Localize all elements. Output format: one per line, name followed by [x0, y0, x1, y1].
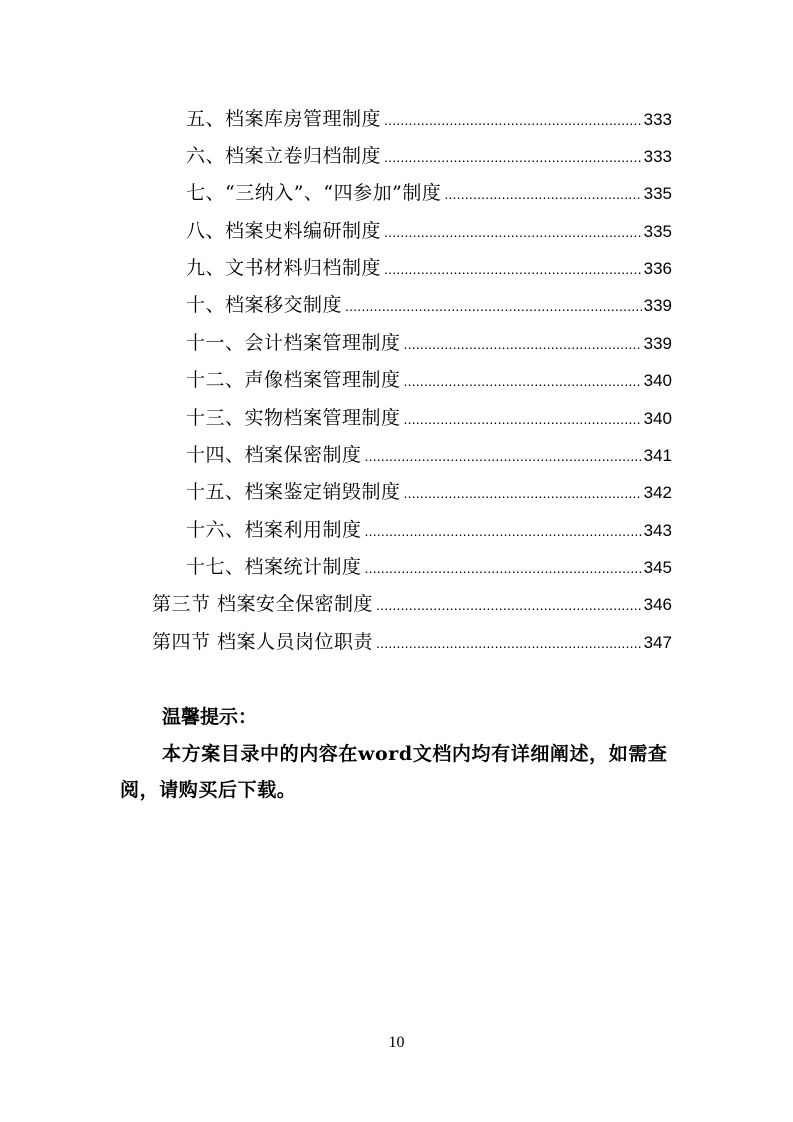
toc-entry-page: 333 — [643, 110, 672, 129]
toc-entry-label: 七、“三纳入”、“四参加”制度 — [186, 182, 442, 204]
toc-entry-shi[interactable] — [186, 290, 672, 320]
toc-entry-ba[interactable] — [186, 216, 672, 246]
toc-entry-liu[interactable] — [186, 141, 672, 171]
toc-entry-page: 346 — [643, 595, 672, 614]
toc-dot-leader — [404, 366, 642, 396]
toc-dot-leader — [384, 105, 642, 135]
toc-entry-page: 339 — [643, 334, 672, 353]
toc-entry-page: 335 — [643, 184, 672, 203]
toc-entry-page: 340 — [643, 371, 672, 390]
toc-entry-label: 十二、声像档案管理制度 — [186, 369, 401, 391]
toc-entry-label: 十七、档案统计制度 — [186, 556, 362, 578]
notice-title: 温馨提示： — [162, 706, 258, 728]
toc-entry-shiqi[interactable] — [186, 552, 672, 582]
toc-entry-page: 340 — [643, 409, 672, 428]
toc-entry-shiyi[interactable] — [186, 328, 672, 358]
toc-dot-leader — [376, 628, 642, 658]
toc-entry-page: 343 — [643, 521, 672, 540]
toc-dot-leader — [444, 179, 641, 209]
toc-dot-leader — [404, 329, 642, 359]
toc-entry-label: 十六、档案利用制度 — [186, 519, 362, 541]
toc-entry-section-4[interactable] — [152, 627, 672, 657]
toc-entry-section-3[interactable] — [152, 589, 672, 619]
toc-entry-shier[interactable] — [186, 365, 672, 395]
toc-entry-label: 十、档案移交制度 — [186, 294, 343, 316]
toc-dot-leader — [384, 142, 642, 172]
toc-entry-label: 六、档案立卷归档制度 — [186, 145, 382, 167]
toc-entry-label: 第三节 档案安全保密制度 — [152, 593, 374, 615]
toc-entry-shiwu[interactable] — [186, 477, 672, 507]
toc-entry-label: 第四节 档案人员岗位职责 — [152, 631, 374, 653]
toc-dot-leader — [384, 254, 642, 284]
toc-entry-label: 五、档案库房管理制度 — [186, 108, 382, 130]
toc-dot-leader — [365, 516, 642, 546]
toc-dot-leader — [404, 404, 642, 434]
page-number: 10 — [388, 1034, 405, 1051]
toc-entry-page: 336 — [643, 259, 672, 278]
toc-dot-leader — [384, 217, 642, 247]
toc-dot-leader — [365, 441, 642, 471]
toc-entry-label: 十五、档案鉴定销毁制度 — [186, 481, 401, 503]
toc-entry-shisi[interactable] — [186, 440, 672, 470]
toc-entry-page: 339 — [643, 296, 672, 315]
toc-entry-label: 八、档案史料编研制度 — [186, 220, 382, 242]
toc-entry-label: 十四、档案保密制度 — [186, 444, 362, 466]
toc-entry-label: 九、文书材料归档制度 — [186, 257, 382, 279]
toc-entry-page: 342 — [643, 483, 672, 502]
toc-dot-leader — [404, 478, 642, 508]
toc-entry-label: 十三、实物档案管理制度 — [186, 407, 401, 429]
toc-entry-label: 十一、会计档案管理制度 — [186, 332, 401, 354]
toc-entry-shiliu[interactable] — [186, 515, 672, 545]
toc-dot-leader — [365, 553, 642, 583]
toc-entry-page: 341 — [643, 446, 672, 465]
toc-dot-leader — [345, 291, 642, 321]
toc-entry-page: 335 — [643, 222, 672, 241]
toc-entry-page: 333 — [643, 147, 672, 166]
toc-entry-jiu[interactable] — [186, 253, 672, 283]
toc-entry-page: 347 — [643, 633, 672, 652]
notice-body: 本方案目录中的内容在word文档内均有详细阐述，如需查阅，请购买后下载。 — [120, 743, 668, 801]
toc-entry-qi[interactable] — [186, 178, 672, 208]
toc-entry-shisan[interactable] — [186, 403, 672, 433]
toc-entry-wuli[interactable] — [186, 104, 672, 134]
toc-entry-page: 345 — [643, 558, 672, 577]
toc-dot-leader — [376, 590, 642, 620]
